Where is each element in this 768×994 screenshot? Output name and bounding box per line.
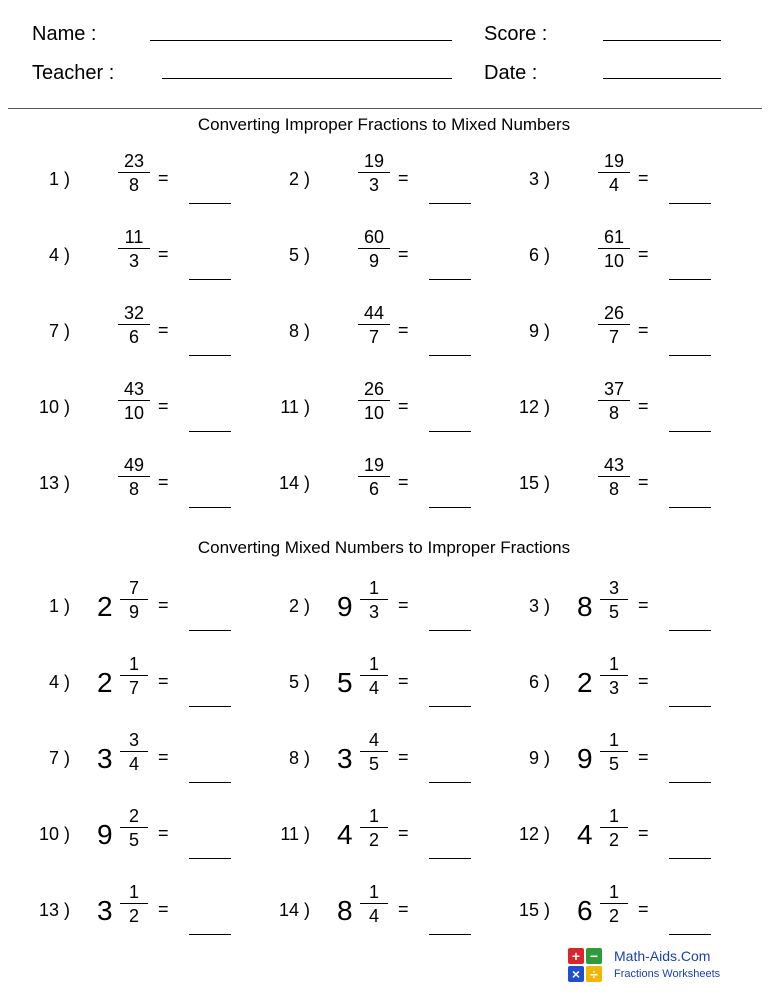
fraction-bar <box>120 903 148 904</box>
fraction <box>596 882 632 926</box>
denominator: 7 <box>128 678 139 698</box>
fraction-bar <box>598 248 630 249</box>
equals-sign: = <box>158 747 169 767</box>
denominator: 5 <box>368 754 379 774</box>
equals-sign: = <box>398 595 409 615</box>
answer-line[interactable] <box>669 630 711 631</box>
problem-number: 11 ) <box>280 824 310 844</box>
problem-number: 5 ) <box>288 672 310 692</box>
fraction-bar <box>598 324 630 325</box>
fraction <box>356 806 392 850</box>
numerator: 32 <box>123 303 145 323</box>
problem-item <box>480 379 720 439</box>
problem-number: 5 ) <box>288 245 310 265</box>
numerator: 23 <box>123 151 145 171</box>
fraction <box>354 303 394 347</box>
whole-number: 3 <box>97 743 113 774</box>
equals-sign: = <box>638 823 649 843</box>
denominator: 9 <box>128 602 139 622</box>
problem-number: 10 ) <box>38 397 70 417</box>
answer-line[interactable] <box>669 782 711 783</box>
fraction-bar <box>358 400 390 401</box>
denominator: 4 <box>368 906 379 926</box>
fraction-bar <box>360 675 388 676</box>
problem-number: 6 ) <box>528 672 550 692</box>
fraction <box>114 379 154 423</box>
name-label: Name : <box>32 23 97 45</box>
whole-number: 4 <box>337 819 353 850</box>
fraction <box>354 151 394 195</box>
numerator: 43 <box>123 379 145 399</box>
equals-sign: = <box>398 823 409 843</box>
denominator: 5 <box>608 754 619 774</box>
problem-number: 12 ) <box>518 397 550 417</box>
whole-number: 3 <box>337 743 353 774</box>
problem-item <box>480 151 720 211</box>
answer-line[interactable] <box>669 858 711 859</box>
logo-subtitle: Fractions Worksheets <box>614 968 721 980</box>
problem-number: 8 ) <box>288 748 310 768</box>
problem-number: 12 ) <box>518 824 550 844</box>
answer-line[interactable] <box>429 782 471 783</box>
problem-number: 6 ) <box>528 245 550 265</box>
numerator: 61 <box>603 227 625 247</box>
numerator: 2 <box>128 806 139 826</box>
problem-item <box>0 806 240 866</box>
numerator: 3 <box>608 578 619 598</box>
fraction <box>114 455 154 499</box>
equals-sign: = <box>638 244 649 264</box>
denominator: 5 <box>608 602 619 622</box>
numerator: 26 <box>603 303 625 323</box>
numerator: 7 <box>128 578 139 598</box>
numerator: 1 <box>368 578 379 598</box>
fraction-bar <box>598 400 630 401</box>
score-label: Score : <box>484 23 548 45</box>
numerator: 1 <box>608 882 619 902</box>
answer-line[interactable] <box>189 203 231 204</box>
denominator: 2 <box>608 830 619 850</box>
problem-item <box>0 455 240 515</box>
equals-sign: = <box>158 244 169 264</box>
whole-number: 5 <box>337 667 353 698</box>
fraction <box>354 227 394 271</box>
denominator: 10 <box>363 403 385 423</box>
equals-sign: = <box>638 747 649 767</box>
numerator: 26 <box>363 379 385 399</box>
problem-item <box>480 882 720 942</box>
numerator: 3 <box>128 730 139 750</box>
fraction-bar <box>120 827 148 828</box>
equals-sign: = <box>638 472 649 492</box>
section-title-mixed: Converting Mixed Numbers to Improper Fractions <box>197 538 571 557</box>
minus-icon: − <box>586 948 602 964</box>
fraction-bar <box>360 903 388 904</box>
equals-sign: = <box>638 320 649 340</box>
problem-number: 13 ) <box>38 473 70 493</box>
whole-number: 2 <box>97 591 113 622</box>
fraction <box>356 654 392 698</box>
equals-sign: = <box>398 396 409 416</box>
fraction <box>594 151 634 195</box>
equals-sign: = <box>398 899 409 919</box>
problem-item <box>0 151 240 211</box>
equals-sign: = <box>398 472 409 492</box>
fraction <box>356 578 392 622</box>
fraction-bar <box>600 675 628 676</box>
whole-number: 9 <box>577 743 593 774</box>
problem-number: 4 ) <box>48 672 70 692</box>
plus-icon: + <box>568 948 584 964</box>
answer-line[interactable] <box>669 706 711 707</box>
fraction-bar <box>600 751 628 752</box>
whole-number: 2 <box>577 667 593 698</box>
equals-sign: = <box>398 168 409 188</box>
fraction-bar <box>360 599 388 600</box>
equals-sign: = <box>158 823 169 843</box>
whole-number: 4 <box>577 819 593 850</box>
denominator: 2 <box>608 906 619 926</box>
answer-line[interactable] <box>429 706 471 707</box>
problem-number: 3 ) <box>528 169 550 189</box>
denominator: 6 <box>128 327 139 347</box>
fraction <box>594 455 634 499</box>
fraction <box>596 654 632 698</box>
whole-number: 8 <box>337 895 353 926</box>
fraction-bar <box>600 827 628 828</box>
problem-item <box>0 303 240 363</box>
whole-number: 3 <box>97 895 113 926</box>
problem-item <box>480 578 720 638</box>
answer-line[interactable] <box>669 431 711 432</box>
denominator: 7 <box>608 327 619 347</box>
problem-item <box>0 578 240 638</box>
fraction-bar <box>600 599 628 600</box>
denominator: 3 <box>128 251 139 271</box>
equals-sign: = <box>158 320 169 340</box>
equals-sign: = <box>158 671 169 691</box>
denominator: 9 <box>368 251 379 271</box>
fraction <box>114 227 154 271</box>
fraction-bar <box>358 248 390 249</box>
answer-line[interactable] <box>189 706 231 707</box>
problem-number: 13 ) <box>38 900 70 920</box>
equals-sign: = <box>398 671 409 691</box>
whole-number: 2 <box>97 667 113 698</box>
denominator: 3 <box>368 602 379 622</box>
fraction-bar <box>598 172 630 173</box>
fraction <box>594 227 634 271</box>
numerator: 60 <box>363 227 385 247</box>
equals-sign: = <box>158 396 169 416</box>
equals-sign: = <box>398 747 409 767</box>
answer-line[interactable] <box>669 203 711 204</box>
fraction <box>596 730 632 774</box>
answer-line[interactable] <box>429 934 471 935</box>
equals-sign: = <box>638 899 649 919</box>
whole-number: 9 <box>97 819 113 850</box>
denominator: 10 <box>123 403 145 423</box>
problem-item <box>480 303 720 363</box>
problem-item <box>240 227 480 287</box>
numerator: 1 <box>368 806 379 826</box>
fraction-bar <box>118 248 150 249</box>
problem-item <box>480 227 720 287</box>
denominator: 4 <box>128 754 139 774</box>
denominator: 4 <box>608 175 619 195</box>
denominator: 2 <box>368 830 379 850</box>
problem-number: 8 ) <box>288 321 310 341</box>
answer-line[interactable] <box>429 431 471 432</box>
denominator: 8 <box>608 403 619 423</box>
problem-item <box>0 654 240 714</box>
numerator: 1 <box>368 882 379 902</box>
numerator: 1 <box>608 654 619 674</box>
fraction <box>594 379 634 423</box>
numerator: 11 <box>124 227 144 247</box>
fraction-bar <box>118 476 150 477</box>
fraction <box>116 882 152 926</box>
problem-number: 15 ) <box>518 900 550 920</box>
fraction <box>354 455 394 499</box>
answer-line[interactable] <box>429 858 471 859</box>
teacher-label: Teacher : <box>32 62 115 84</box>
answer-line[interactable] <box>669 355 711 356</box>
numerator: 1 <box>608 730 619 750</box>
denominator: 5 <box>128 830 139 850</box>
fraction-bar <box>600 903 628 904</box>
numerator: 44 <box>363 303 385 323</box>
equals-sign: = <box>398 244 409 264</box>
numerator: 19 <box>363 455 385 475</box>
fraction-bar <box>118 324 150 325</box>
equals-sign: = <box>638 595 649 615</box>
numerator: 19 <box>363 151 385 171</box>
score-field-line[interactable] <box>603 40 721 41</box>
answer-line[interactable] <box>429 203 471 204</box>
equals-sign: = <box>638 168 649 188</box>
denominator: 7 <box>368 327 379 347</box>
logo-title: Math-Aids.Com <box>614 948 711 964</box>
date-label: Date : <box>484 62 538 84</box>
problem-number: 7 ) <box>48 321 70 341</box>
fraction-bar <box>120 751 148 752</box>
fraction-bar <box>358 172 390 173</box>
problem-number: 14 ) <box>278 473 310 493</box>
fraction-bar <box>118 172 150 173</box>
denominator: 8 <box>128 479 139 499</box>
header-divider <box>8 108 762 109</box>
problem-number: 11 ) <box>280 397 310 417</box>
denominator: 2 <box>128 906 139 926</box>
numerator: 37 <box>603 379 625 399</box>
fraction <box>596 578 632 622</box>
problem-number: 9 ) <box>528 321 550 341</box>
problem-item <box>0 379 240 439</box>
fraction-bar <box>120 675 148 676</box>
fraction <box>116 730 152 774</box>
fraction <box>114 151 154 195</box>
problem-number: 3 ) <box>528 596 550 616</box>
answer-line[interactable] <box>189 782 231 783</box>
problem-item <box>0 227 240 287</box>
fraction <box>116 654 152 698</box>
answer-line[interactable] <box>429 279 471 280</box>
numerator: 19 <box>603 151 625 171</box>
problem-item <box>480 806 720 866</box>
answer-line[interactable] <box>669 279 711 280</box>
problem-item <box>240 578 480 638</box>
answer-line[interactable] <box>669 507 711 508</box>
times-icon: × <box>568 966 584 982</box>
answer-line[interactable] <box>189 355 231 356</box>
equals-sign: = <box>158 472 169 492</box>
problem-number: 4 ) <box>48 245 70 265</box>
whole-number: 6 <box>577 895 593 926</box>
equals-sign: = <box>638 671 649 691</box>
fraction <box>114 303 154 347</box>
problem-item <box>240 806 480 866</box>
fraction-bar <box>118 400 150 401</box>
numerator: 4 <box>368 730 379 750</box>
math-operations-icon <box>568 948 604 984</box>
fraction-bar <box>358 324 390 325</box>
denominator: 4 <box>368 678 379 698</box>
fraction <box>116 578 152 622</box>
fraction-bar <box>120 599 148 600</box>
problem-number: 1 ) <box>48 596 70 616</box>
section-title-improper: Converting Improper Fractions to Mixed Numbers <box>197 115 571 134</box>
denominator: 3 <box>368 175 379 195</box>
fraction <box>356 730 392 774</box>
fraction <box>594 303 634 347</box>
equals-sign: = <box>398 320 409 340</box>
numerator: 1 <box>368 654 379 674</box>
problem-item <box>480 455 720 515</box>
problem-item <box>0 882 240 942</box>
problem-item <box>240 654 480 714</box>
fraction <box>116 806 152 850</box>
problem-number: 2 ) <box>288 596 310 616</box>
equals-sign: = <box>158 899 169 919</box>
denominator: 3 <box>608 678 619 698</box>
date-field-line[interactable] <box>603 78 721 79</box>
fraction-bar <box>360 827 388 828</box>
numerator: 1 <box>608 806 619 826</box>
problem-number: 14 ) <box>278 900 310 920</box>
fraction-bar <box>360 751 388 752</box>
answer-line[interactable] <box>189 934 231 935</box>
fraction-bar <box>598 476 630 477</box>
fraction <box>356 882 392 926</box>
math-aids-logo[interactable] <box>568 948 748 984</box>
numerator: 43 <box>603 455 625 475</box>
problem-number: 1 ) <box>48 169 70 189</box>
problem-item <box>480 654 720 714</box>
denominator: 8 <box>608 479 619 499</box>
teacher-field-line[interactable] <box>162 78 452 79</box>
whole-number: 8 <box>577 591 593 622</box>
answer-line[interactable] <box>429 355 471 356</box>
numerator: 1 <box>128 654 139 674</box>
divide-icon: ÷ <box>586 966 602 982</box>
numerator: 1 <box>128 882 139 902</box>
answer-line[interactable] <box>429 507 471 508</box>
problem-item <box>240 303 480 363</box>
answer-line[interactable] <box>189 858 231 859</box>
problem-number: 15 ) <box>518 473 550 493</box>
answer-line[interactable] <box>189 507 231 508</box>
denominator: 8 <box>128 175 139 195</box>
problem-item <box>240 455 480 515</box>
answer-line[interactable] <box>189 279 231 280</box>
fraction <box>354 379 394 423</box>
answer-line[interactable] <box>189 431 231 432</box>
equals-sign: = <box>638 396 649 416</box>
problem-item <box>240 882 480 942</box>
whole-number: 9 <box>337 591 353 622</box>
problem-number: 7 ) <box>48 748 70 768</box>
problem-item <box>240 151 480 211</box>
problem-item <box>0 730 240 790</box>
denominator: 6 <box>368 479 379 499</box>
problem-number: 9 ) <box>528 748 550 768</box>
fraction-bar <box>358 476 390 477</box>
answer-line[interactable] <box>669 934 711 935</box>
denominator: 10 <box>603 251 625 271</box>
answer-line[interactable] <box>429 630 471 631</box>
problem-number: 10 ) <box>38 824 70 844</box>
answer-line[interactable] <box>189 630 231 631</box>
problem-item <box>240 379 480 439</box>
equals-sign: = <box>158 168 169 188</box>
numerator: 49 <box>123 455 145 475</box>
name-field-line[interactable] <box>150 40 452 41</box>
problem-item <box>240 730 480 790</box>
problem-item <box>480 730 720 790</box>
equals-sign: = <box>158 595 169 615</box>
problem-number: 2 ) <box>288 169 310 189</box>
fraction <box>596 806 632 850</box>
